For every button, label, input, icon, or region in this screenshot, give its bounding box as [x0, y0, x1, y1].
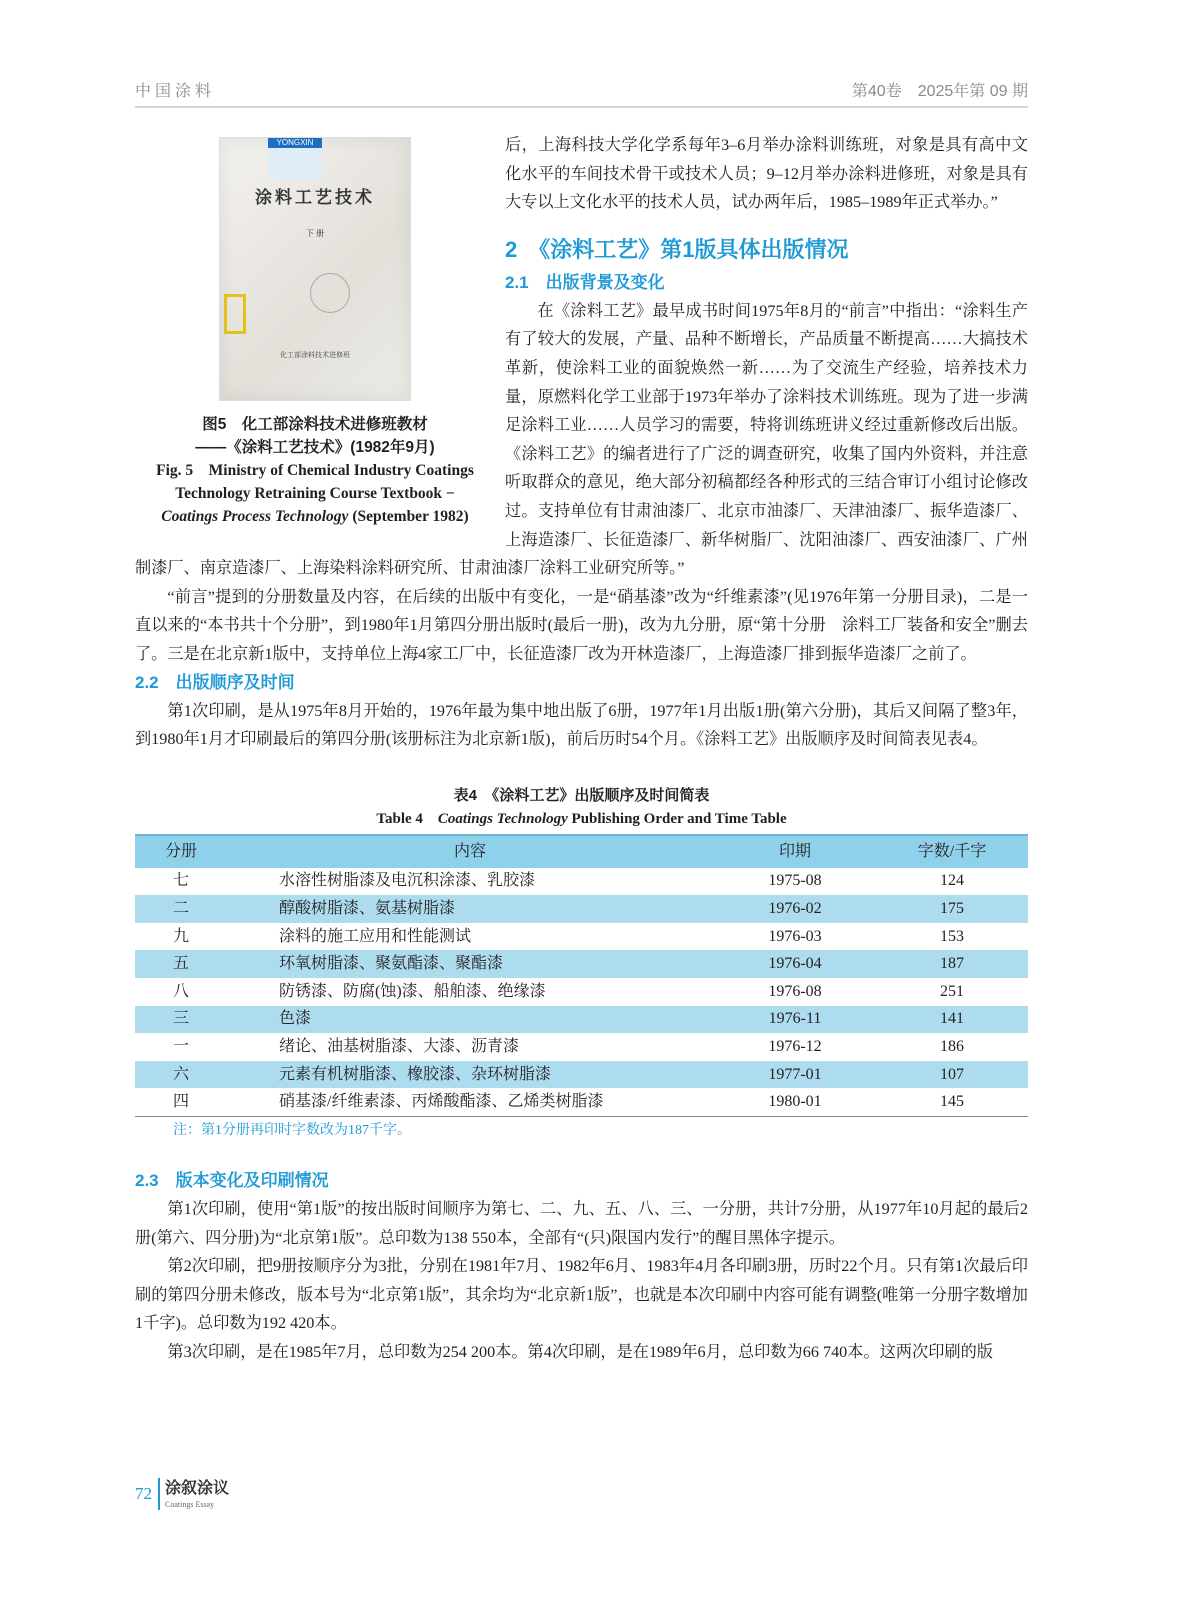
table-cell: 1977-01 — [714, 1061, 876, 1089]
paragraph: 第3次印刷，是在1985年7月，总印数为254 200本。第4次印刷，是在1989年6月，总印数为66 740本。这两次印刷的版 — [167, 1343, 993, 1361]
table-row — [135, 1061, 1028, 1089]
subsection-heading-2-1: 2.1 出版背景及变化 — [505, 272, 665, 292]
table-cell: 1975-08 — [768, 872, 822, 890]
cover-tag-text: YONGXIN — [268, 138, 322, 148]
table-caption-rest: Publishing Order and Time Table — [567, 810, 787, 827]
table-cell: 硝基漆/纤维素漆、丙烯酸酯漆、乙烯类树脂漆 — [227, 1088, 714, 1116]
table-cell: 145 — [876, 1088, 1028, 1116]
table-italic-title: Coatings Technology — [437, 810, 568, 827]
paragraph: 第2次印刷，把9册按顺序分为3批，分别在1981年7月、1982年6月、1983年4月各印刷3册，历时22个月。只有第1次最后印刷的第四分册未修改，版本号为“北京第1版”，其余均为“北京新1版”，也就是本次印刷中内容可能有调整(唯第一分册字数增加1千字)。总印数为192 420本。 — [135, 1257, 1028, 1333]
table-cell: 107 — [876, 1061, 1028, 1089]
paragraph: 在《涂料工艺》最早成书时间1975年8月的“前言”中指出：“涂料生产有了较大的发展，产量、品种不断增长，产品质量不断提高……大搞技术革新，使涂料工业的面貌焕然一新……为了交流生产经验，培养技术力量，原燃料化学工业部于1973年举办了涂料技术训练班。现为了进一步满足涂料工业……人员学习的需要，特将训练班讲义经过重新修改后出版。《涂料工艺》的编者进行了广泛的调查研究，收集了国内外资料，并注意听取群众的意见，绝大部分初稿都经各种形式的三结合审订小组讨论修改过。支持单位有甘肃油漆厂、北京市油漆厂、天津油漆厂、振华造漆厂、上海造漆厂、长征造漆厂、新华树脂厂、沈阳油漆厂、西安油漆厂、广州制漆厂、南京造漆厂、上海染料涂料研究所、甘肃油漆厂涂料工业研究所等。” — [135, 301, 1028, 578]
table-caption-en — [135, 808, 1028, 830]
figure-caption-en-1: Fig. 5 Ministry of Chemical Industry Coatings — [156, 462, 474, 479]
figure-caption-cn-2: ——《涂料工艺技术》(1982年9月) — [195, 439, 435, 456]
library-stamp — [310, 273, 350, 313]
table-cell: 五 — [135, 950, 227, 978]
page-footer — [135, 1474, 229, 1514]
table-cell: 1976-03 — [768, 927, 822, 945]
table-note: 注：第1分册再印时字数改为187千字。 — [173, 1123, 411, 1139]
column-header: 印期 — [714, 835, 876, 868]
table-number: Table 4 — [376, 810, 438, 827]
table-cell: 1976-12 — [768, 1038, 822, 1056]
footer-divider — [158, 1478, 160, 1510]
table-header-row — [135, 835, 1028, 868]
paragraph: “前言”提到的分册数量及内容，在后续的出版中有变化，一是“硝基漆”改为“纤维素漆”(见1976年第一分册目录)，二是一直以来的“本书共十个分册”，到1980年1月第四分册出版时(最后一册)，改为九分册，原“第十分册 涂料工厂装备和安全”删去了。三是在北京新1版中，支持单位上海4家工厂中，长征造漆厂改为开林造漆厂，上海造漆厂排到振华造漆厂之前了。 — [135, 587, 1028, 663]
table-cell: 绪论、油基树脂漆、大漆、沥青漆 — [279, 1038, 520, 1056]
publishing-order-table — [135, 834, 1028, 1117]
table-cell: 124 — [940, 872, 964, 890]
paragraph: 第1次印刷，是从1975年8月开始的，1976年最为集中地出版了6册，1977年1月出版1册(第六分册)，其后又间隔了整3年，到1980年1月才印刷最后的第四分册(该册标注为北京新1版)，前后历时54个月。《涂料工艺》出版顺序及时间简表见表4。 — [135, 701, 1028, 749]
table-cell: 1976-04 — [714, 950, 876, 978]
table-row — [135, 868, 1028, 896]
caption-italic-title: Coatings Process Technology — [161, 508, 349, 525]
figure-caption-en-2: Technology Retraining Course Textbook − — [175, 485, 455, 502]
journal-name: 中国涂料 — [135, 83, 216, 100]
table-cell: 环氧树脂漆、聚氨酯漆、聚酯漆 — [227, 950, 714, 978]
table-cell: 1980-01 — [714, 1088, 876, 1116]
table-row — [135, 1088, 1028, 1116]
cover-label — [268, 138, 322, 180]
table-row — [135, 950, 1028, 978]
caption-date: (September 1982) — [348, 508, 469, 525]
table-cell: 六 — [135, 1061, 227, 1089]
paragraph: 第1次印刷，使用“第1版”的按出版时间顺序为第七、二、九、五、八、三、一分册，共计7分册，从1977年10月起的最后2册(第六、四分册)为“北京第1版”。总印数为138 550本，全部有“(只)限国内发行”的醒目黑体字提示。 — [135, 1200, 1028, 1247]
paragraph: 后，上海科技大学化学系每年3–6月举办涂料训练班，对象是具有高中文化水平的车间技术骨干或技术人员；9–12月举办涂料进修班，对象是具有大专以上文化水平的技术人员，试办两年后，1985–1989年正式举办。” — [505, 136, 1028, 212]
cover-publisher: 化工部涂料技术进修班 — [280, 351, 350, 359]
column-header: 分册 — [135, 835, 227, 868]
table-row — [135, 1033, 1028, 1061]
column-header: 字数/千字 — [876, 835, 1028, 868]
table-cell: 一 — [172, 1038, 189, 1056]
book-cover-image — [219, 137, 411, 401]
table-cell: 九 — [172, 927, 189, 945]
figure-caption-en-3 — [135, 505, 495, 528]
table-cell: 1976-11 — [714, 1006, 876, 1034]
table-cell: 二 — [135, 895, 227, 923]
binder-clip — [224, 294, 246, 334]
column-header: 内容 — [227, 835, 714, 868]
table-caption-cn: 表4 《涂料工艺》出版顺序及时间简表 — [453, 786, 710, 804]
figure-caption-cn-1: 图5 化工部涂料技术进修班教材 — [202, 416, 428, 433]
table-row — [135, 978, 1028, 1006]
table-cell: 141 — [876, 1006, 1028, 1034]
table-cell: 七 — [172, 872, 189, 890]
table-cell: 1976-02 — [714, 895, 876, 923]
table-cell: 四 — [135, 1088, 227, 1116]
running-header — [135, 82, 1028, 108]
table-cell: 186 — [940, 1038, 964, 1056]
table-cell: 187 — [876, 950, 1028, 978]
section-heading-2: 2 《涂料工艺》第1版具体出版情况 — [505, 236, 849, 262]
cover-volume: 下 册 — [306, 229, 324, 238]
table-row — [135, 1006, 1028, 1034]
table-cell: 八 — [172, 982, 189, 1000]
table-cell: 色漆 — [227, 1006, 714, 1034]
table-cell: 251 — [940, 982, 964, 1000]
table-cell: 175 — [876, 895, 1028, 923]
column-name — [165, 1479, 229, 1510]
table-cell: 元素有机树脂漆、橡胶漆、杂环树脂漆 — [227, 1061, 714, 1089]
column-name-cn: 涂叙涂议 — [165, 1479, 230, 1497]
column-name-en: Coatings Essay — [165, 1499, 215, 1509]
table-row — [135, 895, 1028, 923]
table-cell: 醇酸树脂漆、氨基树脂漆 — [227, 895, 714, 923]
table-row — [135, 923, 1028, 951]
table-cell: 三 — [135, 1006, 227, 1034]
table-cell: 涂料的施工应用和性能测试 — [279, 927, 472, 945]
subsection-heading-2-2: 2.2 出版顺序及时间 — [135, 672, 295, 692]
table-cell: 153 — [940, 927, 964, 945]
subsection-heading-2-3: 2.3 版本变化及印刷情况 — [135, 1171, 329, 1191]
table-cell: 防锈漆、防腐(蚀)漆、船舶漆、绝缘漆 — [279, 982, 546, 1000]
table-caption — [135, 784, 1028, 830]
issue-info: 第40卷 2025年第 09 期 — [851, 83, 1028, 100]
page-number: 72 — [135, 1484, 152, 1503]
figure-5 — [135, 131, 495, 528]
article-body — [135, 131, 1028, 1367]
table-cell: 水溶性树脂漆及电沉积涂漆、乳胶漆 — [279, 872, 536, 890]
table-cell: 1976-08 — [768, 982, 822, 1000]
cover-title: 涂料工艺技术 — [255, 188, 375, 207]
